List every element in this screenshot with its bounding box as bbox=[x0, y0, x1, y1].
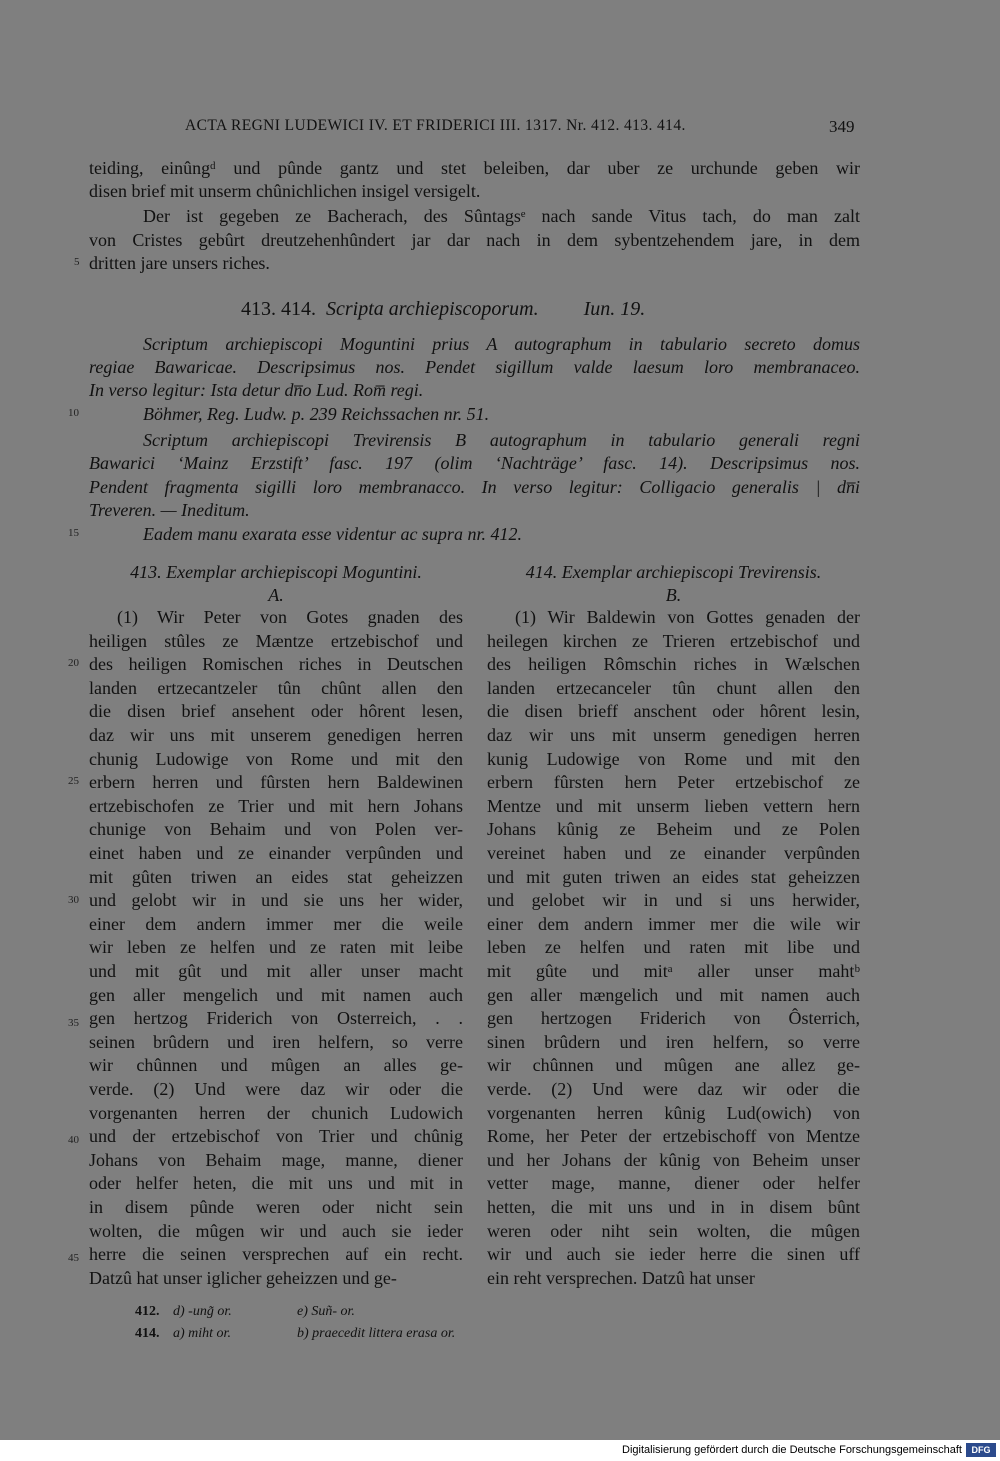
column-line: (1) Wir Baldewin von Gottes genaden der bbox=[515, 607, 860, 627]
column-line: seinen brûdern und iren helfern, so verre bbox=[89, 1031, 463, 1052]
column-line: vetter mage, manne, diener oder helfer bbox=[487, 1173, 860, 1194]
column-line: vorgenanten herren der chunich Ludowich bbox=[89, 1102, 463, 1123]
column-line: verde. (2) Und were daz wir oder die bbox=[487, 1079, 860, 1099]
column-line: verde. (2) Und were daz wir oder die bbox=[89, 1079, 463, 1099]
column-line: ertzebischofen ze Trier und mit hern Johans bbox=[89, 795, 463, 816]
footnote-row bbox=[135, 1304, 232, 1320]
column-line: oder helfer heten, die mit uns und mit in bbox=[89, 1173, 463, 1194]
footnote-text: a) miht or. bbox=[173, 1326, 231, 1341]
column-line: und her Johans der kûnig von Beheim unser bbox=[487, 1149, 860, 1170]
footnote-ref: 414. bbox=[135, 1326, 160, 1341]
line-number: 25 bbox=[68, 775, 79, 787]
column-line: landen ertzecantzeler tûn chûnt allen den bbox=[89, 677, 463, 698]
column-line: wolten, die mûgen wir und auch sie ieder bbox=[89, 1220, 463, 1241]
footnote-text: d) -ung̃ or. bbox=[173, 1304, 232, 1319]
column-line: hetten, die mit uns und in in disem bûnt bbox=[487, 1197, 860, 1217]
line-number: 20 bbox=[68, 657, 79, 669]
col-right-siglum: B. bbox=[665, 585, 682, 605]
column-line: wir leben ze helfen und ze raten mit leibe bbox=[89, 937, 463, 958]
intro-line: Böhmer, Reg. Ludw. p. 239 Reichssachen nr. 51. bbox=[143, 404, 490, 424]
column-line: des heiligen Romischen riches in Deutschen bbox=[89, 654, 463, 675]
col-right-heading: 414. Exemplar archiepiscopi Trevirensis. bbox=[525, 562, 822, 582]
column-line: und gelobet wir in und si uns herwider, bbox=[487, 890, 860, 911]
column-line: chunig Ludowige von Rome und mit den bbox=[89, 748, 463, 769]
intro-line: Treveren. — Ineditum. bbox=[89, 500, 250, 520]
text-line: von Cristes gebûrt dreutzehenhûndert jar dar nach in dem sybentzehendem jare, in dem bbox=[89, 230, 860, 250]
text-line: dritten jare unsers riches. bbox=[89, 253, 270, 273]
column-line: gen aller mengelich und mit namen auch bbox=[89, 984, 463, 1005]
page-number: 349 bbox=[829, 117, 855, 136]
section-date: Iun. 19. bbox=[583, 298, 646, 320]
running-title: ACTA REGNI LUDEWICI IV. ET FRIDERICI III. 1317. Nr. 412. 413. 414. bbox=[185, 117, 686, 134]
column-line: gen hertzogen Friderich von Ôsterrich, bbox=[487, 1008, 860, 1029]
column-line: heilegen kirchen ze Trieren ertzebischof und bbox=[487, 630, 860, 651]
intro-line: regiae Bawaricae. Descripsimus nos. Pendet sigillum valde laesum loro membranaceo. bbox=[89, 357, 860, 377]
column-line: erbern herren und fûrsten hern Baldewinen bbox=[89, 772, 463, 793]
text-line: teiding, einûngᵈ und pûnde gantz und stet beleiben, dar uber ze urchunde geben wir bbox=[89, 158, 860, 178]
column-line: mit gûten triwen an eides stat geheizzen bbox=[89, 866, 463, 887]
col-left-siglum: A. bbox=[268, 585, 284, 605]
section-heading bbox=[241, 298, 645, 321]
column-line: leben ze helfen und raten mit libe und bbox=[487, 937, 860, 958]
column-line: des heiligen Rômschin riches in Wælschen bbox=[487, 654, 860, 675]
footnote-row bbox=[135, 1326, 231, 1342]
column-line: einet haben und ze einander verpûnden und bbox=[89, 843, 463, 863]
column-line: landen ertzecanceler tûn chunt allen den bbox=[487, 677, 860, 698]
text-line: Der ist gegeben ze Bacherach, des Sûntagsᵉ nach sande Vitus tach, do man zalt bbox=[143, 206, 860, 226]
intro-line: Bawarici ‘Mainz Erzstift’ fasc. 197 (olim ‘Nachträge’ fasc. 14). Descripsimus nos. bbox=[89, 453, 860, 473]
column-line: daz wir uns mit unserm genedigen herren bbox=[487, 725, 860, 745]
footnote-ref: 412. bbox=[135, 1304, 160, 1319]
column-line: und mit gût und mit aller unser macht bbox=[89, 961, 463, 981]
column-line: heiligen stûles ze Mæntze ertzebischof und bbox=[89, 630, 463, 651]
column-line: Rome, her Peter der ertzebischoff von Mentze bbox=[487, 1126, 860, 1147]
column-line: (1) Wir Peter von Gotes gnaden des bbox=[117, 607, 463, 627]
text-line: disen brief mit unserm chûnichlichen insigel versigelt. bbox=[89, 181, 481, 201]
column-line: weren oder niht sein wolten, die mûgen bbox=[487, 1220, 860, 1241]
section-number: 413. 414. bbox=[241, 298, 316, 320]
column-line: Datzû hat unser iglicher geheizzen und ge- bbox=[89, 1267, 397, 1288]
line-number: 30 bbox=[68, 894, 79, 906]
line-number: 15 bbox=[68, 527, 79, 539]
column-line: gen aller mængelich und mit namen auch bbox=[487, 984, 860, 1005]
column-line: einer dem andern immer mer die wile wir bbox=[487, 913, 860, 934]
column-line: in disem pûnde weren oder nicht sein bbox=[89, 1197, 463, 1217]
intro-line: Pendent fragmenta sigilli loro membranacco. In verso legitur: Colligacio generalis | dn̅i bbox=[89, 477, 860, 497]
column-line: erbern fûrsten hern Peter ertzebischof ze bbox=[487, 772, 860, 793]
footnote-text: b) praecedit littera erasa or. bbox=[297, 1326, 456, 1341]
line-number: 40 bbox=[68, 1134, 79, 1146]
column-line: daz wir uns mit unserem genedigen herren bbox=[89, 725, 463, 745]
column-line: gen hertzog Friderich von Osterreich, . . bbox=[89, 1008, 463, 1029]
intro-line: Scriptum archiepiscopi Trevirensis B autographum in tabulario generali regni bbox=[143, 430, 860, 450]
column-line: und der ertzebischof von Trier und chûnig bbox=[89, 1126, 463, 1147]
column-line: die disen brief ansehent oder hôrent lesen, bbox=[89, 701, 463, 722]
footer-bar bbox=[0, 1440, 1000, 1461]
line-number: 35 bbox=[68, 1017, 79, 1029]
column-line: Mentze und mit unserm lieben vettern hern bbox=[487, 795, 860, 816]
line-number: 45 bbox=[68, 1252, 79, 1264]
line-number: 5 bbox=[74, 256, 80, 268]
column-line: wir chûnnen und mûgen an alles ge- bbox=[89, 1055, 463, 1076]
column-line: vereinet haben und ze einander verpûnden bbox=[487, 843, 860, 863]
intro-line: In verso legitur: Ista detur dn̅o Lud. Rom̅ regi. bbox=[89, 380, 424, 400]
column-line: Johans kûnig ze Beheim und ze Polen bbox=[487, 819, 860, 840]
column-line: Johans von Behaim mage, manne, diener bbox=[89, 1149, 463, 1170]
intro-line: Scriptum archiepiscopi Moguntini prius A autographum in tabulario secreto domus bbox=[143, 334, 860, 354]
column-line: ein reht versprechen. Datzû hat unser bbox=[487, 1267, 755, 1288]
column-line: sinen brûdern und iren helfern, so verre bbox=[487, 1031, 860, 1052]
column-line: chunige von Behaim und von Polen ver- bbox=[89, 819, 463, 840]
column-line: wir chûnnen und mûgen ane allez ge- bbox=[487, 1055, 860, 1076]
column-line: und gelobt wir in und sie uns her wider, bbox=[89, 890, 463, 911]
column-line: wir und auch sie ieder herre die sinen uff bbox=[487, 1244, 860, 1265]
column-line: und mit guten triwen an eides stat geheizzen bbox=[487, 866, 860, 887]
digitization-credit: Digitalisierung gefördert durch die Deutsche Forschungsgemeinschaft bbox=[622, 1444, 962, 1456]
section-title: Scripta archiepiscoporum. bbox=[326, 298, 539, 320]
dfg-logo: DFG bbox=[966, 1443, 996, 1457]
column-line: kunig Ludowige von Rome und mit den bbox=[487, 748, 860, 769]
column-line: die disen brieff anschent oder hôrent lesin, bbox=[487, 701, 860, 722]
column-line: einer dem andern immer mer die weile bbox=[89, 913, 463, 934]
column-line: herre die seinen versprechen auf ein recht. bbox=[89, 1244, 463, 1265]
column-line: mit gûte und mitᵃ aller unser mahtᵇ bbox=[487, 961, 860, 981]
footnote-text: e) Suñ- or. bbox=[297, 1304, 355, 1319]
line-number: 10 bbox=[68, 407, 79, 419]
col-left-heading: 413. Exemplar archiepiscopi Moguntini. bbox=[130, 562, 422, 582]
column-line: vorgenanten herren kûnig Lud(owich) von bbox=[487, 1102, 860, 1123]
intro-line: Eadem manu exarata esse videntur ac supra nr. 412. bbox=[143, 524, 522, 544]
